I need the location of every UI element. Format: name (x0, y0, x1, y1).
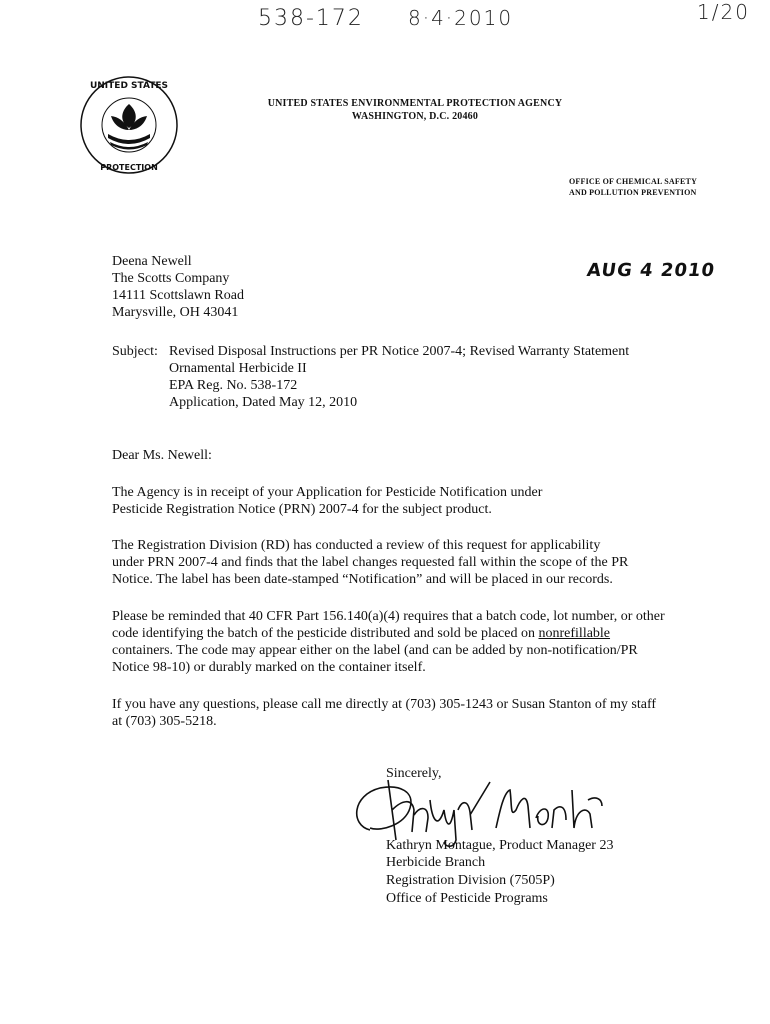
handwritten-reg-number: 538-172 (258, 6, 364, 31)
nonrefillable-underlined: nonrefillable (538, 626, 611, 641)
epa-seal-logo (78, 74, 180, 176)
subject-line-3: EPA Reg. No. 538-172 (169, 378, 298, 393)
svg-text:UNITED STATES: UNITED STATES (89, 81, 169, 91)
signer-office: Office of Pesticide Programs (386, 891, 548, 906)
paragraph-2-line-3: Notice. The label has been date-stamped “Notification” and will be placed in our records. (112, 572, 613, 587)
subject-label: Subject: (112, 344, 158, 359)
agency-name: UNITED STATES ENVIRONMENTAL PROTECTION AGENCY (267, 98, 563, 109)
office-line-2: AND POLLUTION PREVENTION (569, 188, 697, 197)
date-stamp: AUG 4 2010 (585, 260, 717, 281)
svg-text:PROTECTION: PROTECTION (100, 163, 158, 172)
paragraph-1-line-2: Pesticide Registration Notice (PRN) 2007-4 for the subject product. (112, 502, 492, 517)
paragraph-3-line-4: Notice 98-10) or durably marked on the container itself. (112, 660, 426, 675)
signer-name-title: Kathryn Montague, Product Manager 23 (386, 838, 614, 853)
closing: Sincerely, (386, 766, 442, 781)
paragraph-3-line-3: containers. The code may appear either on the label (and can be added by non-notification/PR (112, 643, 638, 658)
recipient-street: 14111 Scottslawn Road (112, 288, 244, 303)
paragraph-3-line-2 (112, 625, 610, 642)
salutation: Dear Ms. Newell: (112, 448, 212, 463)
agency-location: WASHINGTON, D.C. 20460 (351, 111, 479, 122)
paragraph-1-line-1: The Agency is in receipt of your Application for Pesticide Notification under (112, 485, 543, 500)
paragraph-2-line-1: The Registration Division (RD) has conducted a review of this request for applicability (112, 538, 601, 553)
paragraph-4-line-2: at (703) 305-5218. (112, 714, 217, 729)
office-line-1: OFFICE OF CHEMICAL SAFETY (569, 177, 698, 186)
handwritten-page-count: 1/20 (697, 0, 750, 24)
signer-branch: Herbicide Branch (386, 855, 486, 870)
handwritten-date: 8·4·2010 (408, 6, 514, 30)
paragraph-2-line-2: under PRN 2007-4 and finds that the label changes requested fall within the scope of the PR (112, 555, 629, 570)
recipient-city: Marysville, OH 43041 (112, 305, 239, 320)
signer-division: Registration Division (7505P) (386, 873, 555, 888)
recipient-company: The Scotts Company (112, 271, 230, 286)
subject-line-1: Revised Disposal Instructions per PR Notice 2007-4; Revised Warranty Statement (169, 344, 630, 359)
paragraph-4-line-1: If you have any questions, please call me directly at (703) 305-1243 or Susan Stanton of my staff (112, 697, 657, 712)
recipient-name: Deena Newell (112, 254, 192, 269)
subject-line-2: Ornamental Herbicide II (169, 361, 307, 376)
paragraph-3-line-1: Please be reminded that 40 CFR Part 156.140(a)(4) requires that a batch code, lot number, or other (112, 609, 665, 624)
subject-line-4: Application, Dated May 12, 2010 (169, 395, 358, 410)
paragraph-3-line-2-text: code identifying the batch of the pesticide distributed and sold be placed on (112, 626, 539, 641)
